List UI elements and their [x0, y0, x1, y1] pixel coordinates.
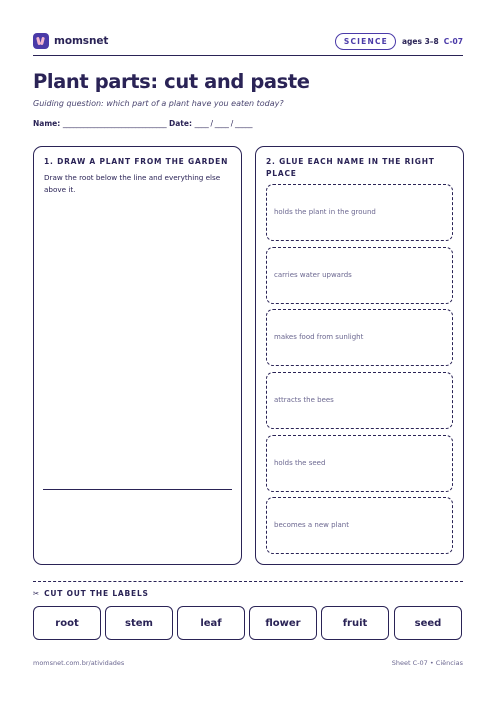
glue-slot [266, 372, 453, 429]
brand-name: momsnet [54, 35, 109, 47]
cutout-label-card: fruit [321, 606, 389, 640]
glue-slot [266, 497, 453, 554]
footer-url: momsnet.com.br/atividades [33, 659, 125, 667]
cut-line [33, 581, 463, 582]
glue-slot [266, 184, 453, 241]
glue-slot [266, 309, 453, 366]
brand [33, 33, 108, 49]
slot-description: attracts the bees [274, 396, 334, 404]
momsnet-logo-icon [33, 33, 49, 49]
cutout-label-card: leaf [177, 606, 245, 640]
slot-description: becomes a new plant [274, 521, 349, 529]
cutout-title: CUT OUT THE LABELS [44, 589, 149, 598]
glue-panel-title: 2. GLUE EACH NAME IN THE RIGHT PLACE [266, 157, 435, 178]
cutout-label-card: flower [249, 606, 317, 640]
date-label: Date: [169, 119, 192, 128]
slot-description: makes food from sunlight [274, 333, 364, 341]
name-date-fields [33, 119, 252, 128]
slot-description: holds the plant in the ground [274, 208, 376, 216]
date-blank: ____ / ____ / _____ [194, 119, 253, 128]
subject-badge: SCIENCE [335, 33, 396, 50]
cutout-label-card: root [33, 606, 101, 640]
cutout-label-card: stem [105, 606, 173, 640]
ground-line [43, 489, 232, 490]
footer-sheet-info: Sheet C-07 • Ciências [391, 659, 463, 667]
scissors-icon: ✂ [33, 589, 41, 598]
name-label: Name: [33, 119, 61, 128]
glue-slot [266, 247, 453, 304]
draw-instruction: Draw the root below the line and everything else above it. [44, 173, 221, 194]
guiding-question: Guiding question: which part of a plant have you eaten today? [33, 99, 284, 108]
age-range: ages 3–8 [401, 37, 439, 46]
glue-slot [266, 435, 453, 492]
cutout-heading [33, 589, 149, 598]
glue-panel [255, 146, 464, 565]
draw-panel [33, 146, 242, 565]
draw-panel-title: 1. DRAW A PLANT FROM THE GARDEN [44, 157, 229, 166]
sheet-code: C-07 [443, 37, 463, 46]
cutout-label-card: seed [394, 606, 462, 640]
sheet-meta [335, 33, 463, 50]
slot-description: carries water upwards [274, 271, 352, 279]
header-divider [33, 55, 463, 56]
slot-description: holds the seed [274, 459, 326, 467]
page-title: Plant parts: cut and paste [33, 70, 310, 93]
name-blank: ______________________________ [62, 119, 167, 128]
